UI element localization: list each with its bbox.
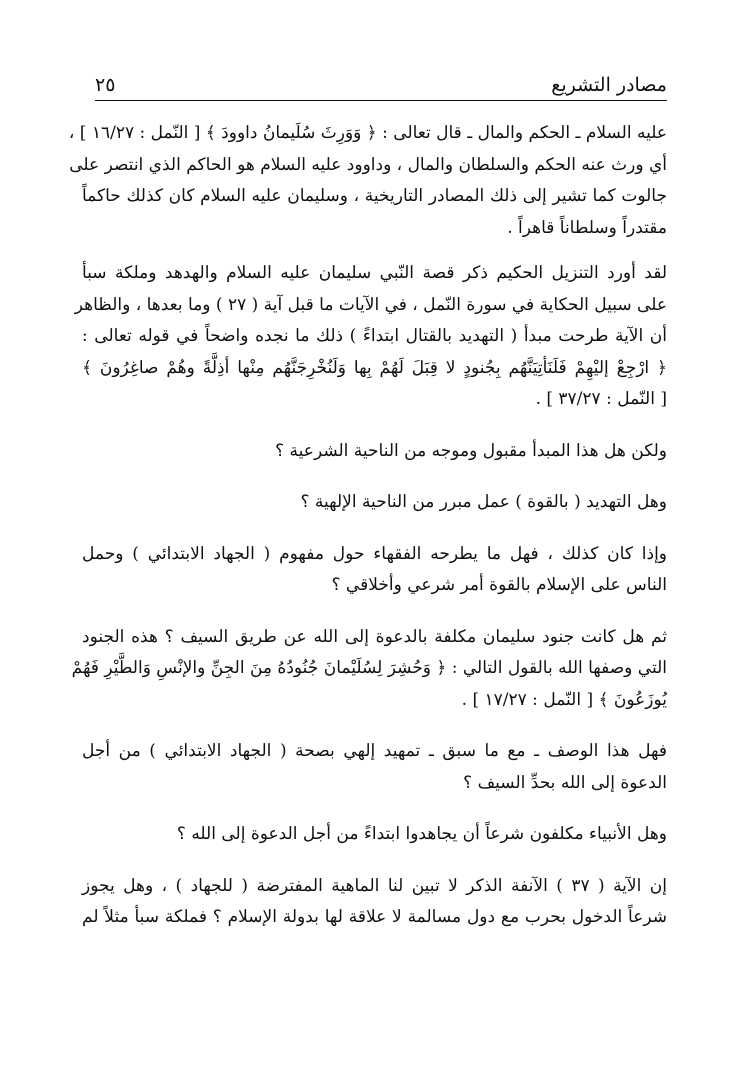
paragraph [82, 736, 667, 799]
text-line: ثم هل كانت جنود سليمان مكلفة بالدعوة إلى الله عن طريق السيف ؟ هذه الجنود [82, 626, 667, 647]
citation-line: يُوزَعُونَ ﴾ [ النّمل : ١٧/٢٧ ] . [461, 689, 667, 710]
page-body [68, 118, 667, 934]
paragraph [82, 819, 667, 851]
quran-verse-line: ﴿ ارْجِعْ إليْهِمْ فَلَنَأتِيَنَّهُم بِجُنودٍ لا قِبَلَ لَهُمْ بِها وَلَنُخْرِجَنَّهُم مِنْها أذِلَّةً وهُمْ صاغِرُونَ ﴾ [82, 357, 667, 378]
text-line: شرعاً الدخول بحرب مع دول مسالمة لا علاقة لها بدولة الإسلام ؟ فملكة سبأ مثلاً لم [82, 907, 667, 927]
text-line: الدعوة إلى الله بحدِّ السيف ؟ [463, 772, 667, 793]
quran-verse-line: التي وصفها الله بالقول التالي : ﴿ وَحُشِرَ لِسُلَيْمانَ جُنُودُهُ مِنَ الجِنِّ والإنْسِ وَالطَّيْرِ فَهُمْ [71, 658, 667, 678]
text-line: أن الآية طرحت مبدأ ( التهديد بالقتال ابتداءً ) ذلك ما نجده واضحاً في قوله تعالى : [82, 326, 667, 346]
paragraph [68, 118, 667, 244]
text-line: ولكن هل هذا المبدأ مقبول وموجه من الناحية الشرعية ؟ [275, 440, 667, 461]
text-line: وهل الأنبياء مكلفون شرعاً أن يجاهدوا ابتداءً من أجل الدعوة إلى الله ؟ [176, 824, 667, 844]
text-line: إن الآية ( ٣٧ ) الآنفة الذكر لا تبين لنا الماهية المفترضة ( للجهاد ) ، وهل يجوز [82, 875, 667, 896]
text-line: وإذا كان كذلك ، فهل ما يطرحه الفقهاء حول مفهوم ( الجهاد الابتدائي ) وحمل [82, 543, 667, 564]
paragraph [82, 436, 667, 468]
chapter-title: مصادر التشريع [551, 74, 667, 96]
paragraph [82, 487, 667, 519]
text-line: وهل التهديد ( بالقوة ) عمل مبرر من الناحية الإلهية ؟ [300, 492, 667, 512]
text-line: الناس على الإسلام بالقوة أمر شرعي وأخلاقي ؟ [331, 575, 667, 595]
text-line: على سبيل الحكاية في سورة النّمل ، في الآيات ما قبل آية ( ٢٧ ) وما بعدها ، والظاهر [74, 294, 667, 315]
page-number: ٢٥ [95, 74, 116, 96]
text-line: لقد أورد التنزيل الحكيم ذكر قصة النّبي سليمان عليه السلام والهدهد وملكة سبأ [82, 263, 667, 283]
text-line: عليه السلام ـ الحكم والمال ـ قال تعالى : ﴿ وَوَرِثَ سُلَيمانُ داوودَ ﴾ [ النّمل : ١٦/٢٧ ] ، [68, 123, 667, 143]
running-header [95, 68, 667, 101]
paragraph [82, 871, 667, 934]
citation-line: [ النّمل : ٣٧/٢٧ ] . [535, 389, 667, 409]
text-line: مقتدراً وسلطاناً قاهراً . [507, 217, 667, 238]
paragraph [74, 258, 667, 416]
text-line: جالوت كما تشير إلى ذلك المصادر التاريخية ، وسليمان عليه السلام كان كذلك حاكماً [82, 186, 667, 206]
paragraph [71, 622, 667, 717]
paragraph [82, 539, 667, 602]
text-line: أي ورث عنه الحكم والسلطان والمال ، وداوود عليه السلام هو الحاكم الذي انتصر على [69, 154, 667, 175]
text-line: فهل هذا الوصف ـ مع ما سبق ـ تمهيد إلهي بصحة ( الجهاد الابتدائي ) من أجل [82, 741, 667, 761]
